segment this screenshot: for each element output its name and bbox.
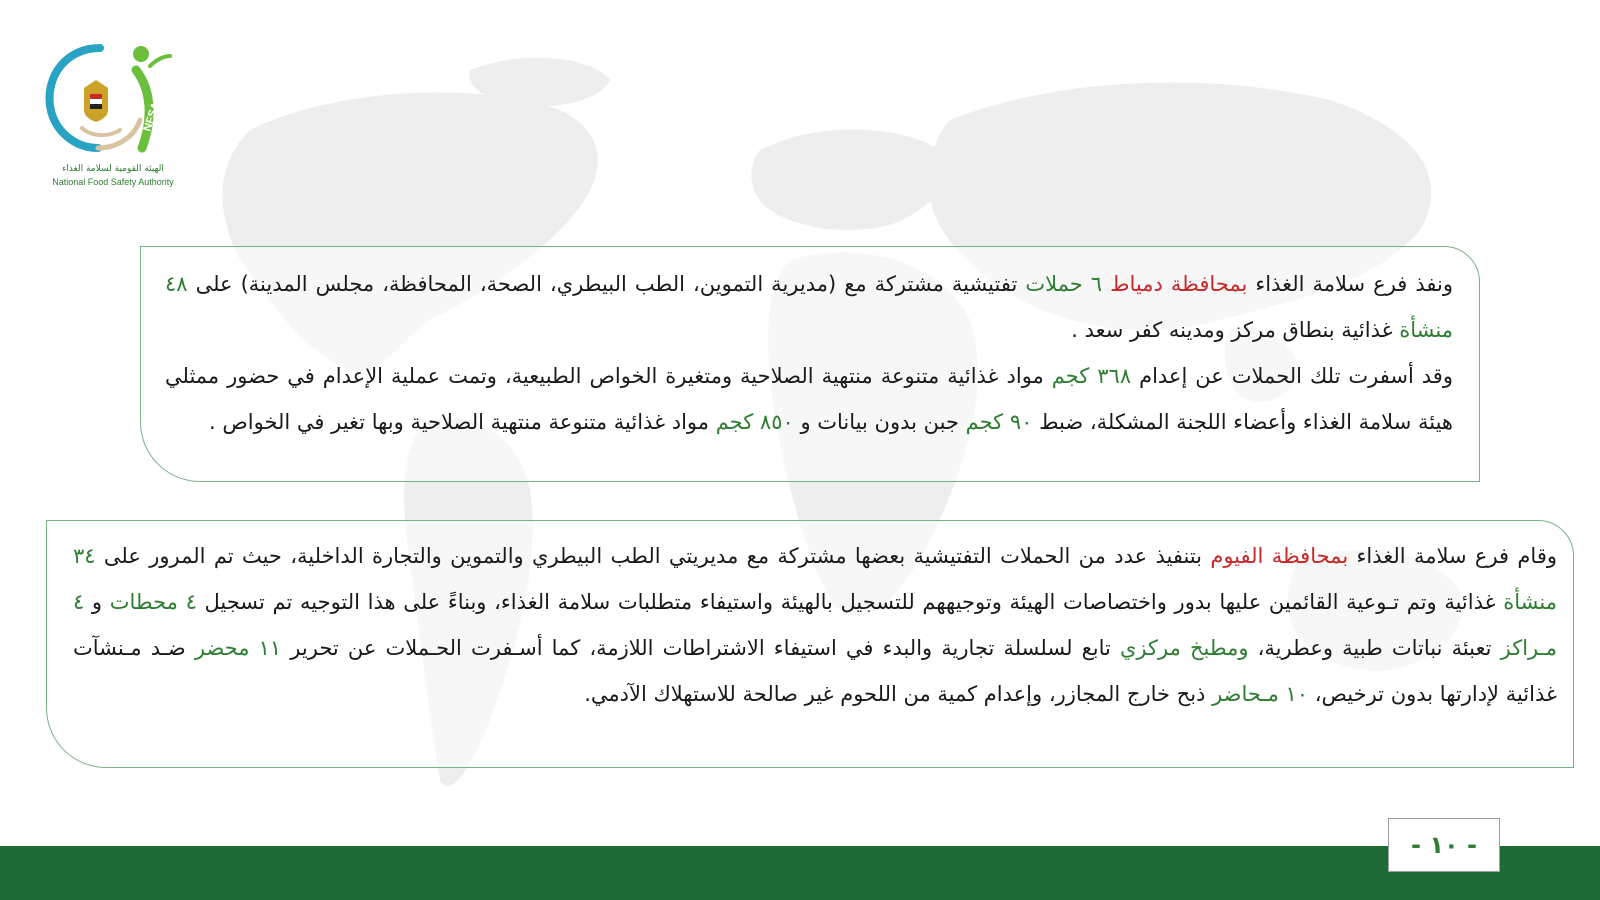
damietta-paragraph	[165, 261, 1453, 353]
damietta-report-box	[140, 246, 1480, 482]
logo-abbr: NFSA	[141, 100, 163, 133]
body-text	[1102, 272, 1110, 296]
body-text: ونفذ فرع سلامة الغذاء	[1247, 272, 1453, 296]
body-text: مواد غذائية متنوعة منتهية الصلاحية وبها تغير في الخواص .	[209, 410, 716, 434]
highlight-text: ٣٦٨ كجم	[1051, 364, 1132, 388]
logo-name-arabic: الهيئة القومية لسلامة الغذاء	[62, 164, 164, 174]
body-text: تابع لسلسلة تجارية والبدء في استيفاء الاشتراطات اللازمة، كما أسـفرت الحـملات عن تحرير	[281, 636, 1120, 660]
body-text: جبن بدون بيانات و	[793, 410, 966, 434]
page-number: - ١٠ -	[1388, 818, 1500, 872]
highlight-text: ٩٠ كجم	[965, 410, 1033, 434]
nfsa-logo	[38, 36, 188, 196]
highlight-text: ٤ محطات	[109, 590, 197, 614]
highlight-text: بمحافظة دمياط	[1110, 272, 1248, 296]
logo-name-english: National Food Safety Authority	[52, 177, 174, 187]
body-text: وقد أسفرت تلك الحملات عن إعدام	[1131, 364, 1453, 388]
body-text: مواد غذائية متنوعة منتهية الصلاحية ومتغيرة الخواص الطبيعية، وتمت عملية الإعدام في حضور ممثلي هيئة سلامة الغذاء وأعضاء اللجنة المشكلة، ضبط	[165, 364, 1453, 434]
body-text: ذبح خارج المجازر، وإعدام كمية من اللحوم غير صالحة للاستهلاك الآدمي.	[584, 682, 1213, 706]
body-text: غذائية بنطاق مركز ومدينه كفر سعد .	[1071, 318, 1400, 342]
highlight-text: ١٠ مـحاضر	[1212, 682, 1309, 706]
body-text: بتنفيذ عدد من الحملات التفتيشية بعضها مشتركة مع مديريتي الطب البيطري والتموين والتجارة الداخلية، حيث تم المرور على	[95, 544, 1211, 568]
highlight-text: ٨٥٠ كجم	[715, 410, 794, 434]
highlight-text: ٣٤ منشأة	[73, 544, 1557, 614]
highlight-text: ومطبخ مركزي	[1120, 636, 1249, 660]
body-text: غذائية وتم تـوعية القائمين عليها بدور واختصاصات الهيئة وتوجيههم للتسجيل بالهيئة واستيفاء متطلبات سلامة الغذاء، وبناءً على هذا التوجيه تم تسجيل	[196, 590, 1504, 614]
highlight-text: ١١ محضر	[194, 636, 282, 660]
damietta-results-paragraph	[165, 353, 1453, 445]
fayoum-report-box	[46, 520, 1574, 768]
highlight-text: ٤٨ منشأة	[165, 272, 1453, 342]
nfsa-emblem-icon	[38, 36, 188, 161]
body-text: و	[84, 590, 110, 614]
highlight-text: ٦ حملات	[1025, 272, 1103, 296]
footer-bar	[0, 846, 1600, 900]
highlight-text: بمحافظة الفيوم	[1210, 544, 1349, 568]
body-text: وقام فرع سلامة الغذاء	[1348, 544, 1557, 568]
highlight-text: ٤ مـراكز	[73, 590, 1558, 660]
body-text: تعبئة نباتات طبية وعطرية،	[1248, 636, 1501, 660]
body-text: تفتيشية مشتركة مع (مديرية التموين، الطب البيطري، الصحة، المحافظة، مجلس المدينة) على	[187, 272, 1026, 296]
body-text: ضـد مـنشآت غذائية لإدارتها بدون ترخيص،	[73, 636, 1557, 706]
fayoum-paragraph	[73, 533, 1557, 717]
